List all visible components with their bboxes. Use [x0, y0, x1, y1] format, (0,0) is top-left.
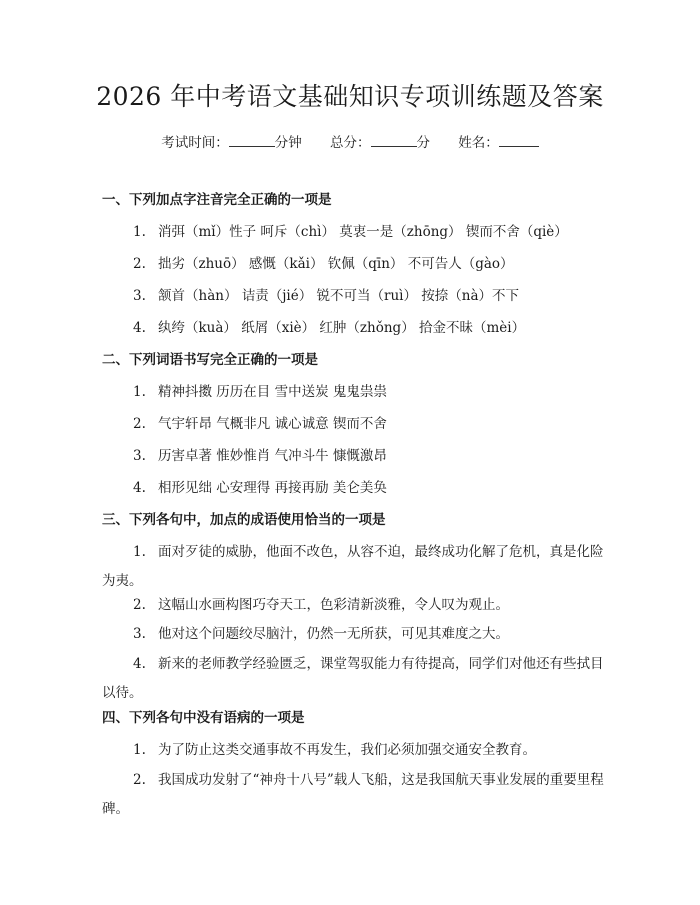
time-blank [229, 132, 275, 147]
question-2-option-1 [133, 382, 387, 402]
option-number: 2. [133, 416, 146, 432]
name-blank [499, 132, 539, 147]
question-4-option-1 [102, 736, 608, 765]
option-number: 1. [133, 384, 146, 400]
option-text: 颔首（hàn） 诘责（jié） 锐不可当（ruì） 按捺（nà）不下 [158, 288, 520, 304]
option-number: 4. [133, 320, 146, 336]
option-number: 2. [133, 597, 146, 613]
question-2-heading: 二、下列词语书写完全正确的一项是 [102, 352, 318, 368]
option-number: 1. [133, 544, 146, 560]
question-2-option-4 [133, 478, 387, 498]
time-label: 考试时间： [161, 135, 229, 151]
score-unit: 分 [416, 135, 430, 151]
option-number: 4. [133, 480, 146, 496]
option-number: 3. [133, 448, 146, 464]
question-2-option-3 [133, 446, 387, 466]
option-number: 4. [133, 656, 146, 672]
question-1-option-3 [133, 286, 519, 306]
option-number: 3. [133, 626, 146, 642]
option-text: 拙劣（zhuō） 感慨（kǎi） 钦佩（qīn） 不可告人（gào） [158, 256, 514, 272]
question-4-option-2 [102, 766, 608, 824]
question-3-option-1 [102, 538, 608, 596]
option-text: 面对歹徒的威胁，他面不改色，从容不迫，最终成功化解了危机，真是化险为夷。 [102, 544, 604, 589]
question-3-heading: 三、下列各句中，加点的成语使用恰当的一项是 [102, 512, 386, 528]
option-text: 纨绔（kuà） 纸屑（xiè） 红肿（zhǒng） 拾金不昧（mèi） [158, 320, 526, 336]
option-text: 为了防止这类交通事故不再发生，我们必须加强交通安全教育。 [158, 742, 536, 758]
question-3-option-2 [102, 591, 608, 620]
option-number: 2. [133, 772, 146, 788]
option-text: 新来的老师教学经验匮乏，课堂驾驭能力有待提高，同学们对他还有些拭目以待。 [102, 656, 604, 701]
question-1-option-4 [133, 318, 525, 338]
question-1-option-2 [133, 254, 514, 274]
total-score-field [330, 132, 430, 153]
question-3-option-4 [102, 650, 608, 708]
question-3-option-3 [102, 620, 608, 649]
question-1-heading: 一、下列加点字注音完全正确的一项是 [102, 192, 332, 208]
option-number: 1. [133, 224, 146, 240]
option-text: 消弭（mǐ）性子 呵斥（chì） 莫衷一是（zhōng） 锲而不舍（qiè） [158, 224, 568, 240]
page-title: 2026 年中考语文基础知识专项训练题及答案 [96, 82, 604, 111]
option-number: 1. [133, 742, 146, 758]
question-2-option-2 [133, 414, 387, 434]
option-number: 2. [133, 256, 146, 272]
exam-meta-line [0, 132, 700, 153]
option-text: 这幅山水画构图巧夺天工，色彩清新淡雅，令人叹为观止。 [158, 597, 509, 613]
option-text: 他对这个问题绞尽脑汁，仍然一无所获，可见其难度之大。 [158, 626, 509, 642]
name-label: 姓名： [458, 135, 499, 151]
question-4-heading: 四、下列各句中没有语病的一项是 [102, 710, 305, 726]
score-blank [371, 132, 417, 147]
option-number: 3. [133, 288, 146, 304]
option-text: 我国成功发射了“神舟十八号”载人飞船，这是我国航天事业发展的重要里程碑。 [102, 772, 604, 817]
option-text: 相形见绌 心安理得 再接再励 美仑美奂 [158, 480, 387, 496]
exam-time-field [161, 132, 302, 153]
time-unit: 分钟 [274, 135, 302, 151]
option-text: 精神抖擞 历历在目 雪中送炭 鬼鬼祟祟 [158, 384, 387, 400]
option-text: 历害卓著 惟妙惟肖 气冲斗牛 慷慨激昂 [158, 448, 387, 464]
student-name-field [458, 132, 539, 153]
question-1-option-1 [133, 222, 568, 242]
option-text: 气宇轩昂 气概非凡 诚心诚意 锲而不舍 [158, 416, 387, 432]
score-label: 总分： [330, 135, 371, 151]
